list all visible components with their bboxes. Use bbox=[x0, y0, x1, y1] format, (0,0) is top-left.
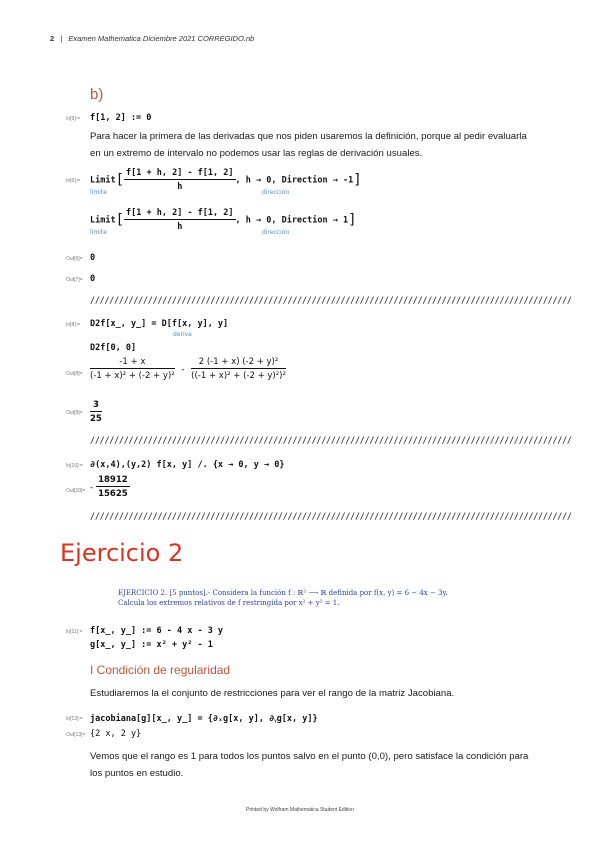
in10-code[interactable]: ∂(x,4),(y,2) f[x, y] /. {x → 0, y → 0} bbox=[90, 460, 285, 470]
in5-label: In[5]:= bbox=[66, 116, 81, 122]
explanation-text-1: Para hacer la primera de las derivadas que nos piden usaremos la definición, porque al pedir evaluarla en un extremo de intervalo no podemos usar las reglas de derivación usuales. bbox=[90, 131, 527, 159]
out10-label: Out[10]= bbox=[66, 488, 86, 494]
out8-minus: - bbox=[181, 364, 185, 375]
out7-value: 0 bbox=[90, 274, 96, 284]
limit-hint-1: límite bbox=[90, 189, 107, 196]
in8-line2[interactable]: D2f[0, 0] bbox=[90, 343, 137, 353]
in13-code[interactable]: jacobiana[g][x_, y_] = {∂ₓg[x, y], ∂ᵧg[x, y]} bbox=[90, 714, 318, 724]
in8-line1[interactable]: D2f[x_, y_] = D[f[x, y], y] bbox=[90, 319, 229, 329]
in11-line2[interactable]: g[x_, y_] := x² + y² - 1 bbox=[90, 640, 213, 650]
header-separator: | bbox=[60, 34, 63, 43]
exercise-statement-image bbox=[118, 588, 448, 608]
direction-option-1: Direction → -1 bbox=[281, 175, 354, 186]
in6-line2[interactable]: Limit[ $\frac{f[1 + h, 2] - f[1, 2]}{h}$ , h → 0, Direction → 1] bbox=[90, 208, 357, 232]
in6-line1[interactable]: Limit[ $\frac{f[1 + h, 2] - f[1, 2]}{h}$ , h → 0, Direction → -1] bbox=[90, 168, 362, 192]
out6-label: Out[6]= bbox=[66, 256, 83, 262]
deriva-hint: deriva bbox=[173, 331, 192, 338]
out8-term-2: $\frac{\text{2 (-1 + x) (-2 + y)²}}{\text{((-1 + x)² + (-2 + y)²)²}}$ bbox=[191, 357, 286, 381]
statement-line-2: Calcula los extremos relativos de f restringida por x² + y² = 1. bbox=[118, 599, 340, 607]
limit-hint-2: límite bbox=[90, 229, 107, 236]
out9-value: $\frac{3}{25}$ bbox=[90, 400, 102, 424]
limit-fraction-1: $\frac{f[1 + h, 2] - f[1, 2]}{h}$ bbox=[126, 168, 234, 192]
ejercicio-2-title: Ejercicio 2 bbox=[60, 539, 184, 567]
regularity-section-title[interactable]: I Condición de regularidad bbox=[90, 663, 231, 677]
statement-line-1: EJERCICIO 2. [5 puntos].- Considera la función f : ℝ² ⟶ ℝ definida por f(x, y) = 6 − 4x − 3y. bbox=[118, 589, 448, 597]
out9-label: Out[9]= bbox=[66, 410, 83, 416]
out6-value: 0 bbox=[90, 253, 96, 263]
out8-term-1: $\frac{-1 + x}{\text{(-1 + x)² + (-2 + y)²}}$ bbox=[90, 357, 175, 381]
in6-label: In[6]:= bbox=[66, 178, 81, 184]
explanation-text-3: Vemos que el rango es 1 para todos los puntos salvo en el punto (0,0), pero satisface la condición para los puntos en estudio. bbox=[90, 751, 529, 779]
direction-hint-2: dirección bbox=[262, 229, 290, 236]
limit-fn-1: Limit bbox=[90, 175, 116, 186]
in11-label: In[11]:= bbox=[66, 629, 83, 635]
in11-line1[interactable]: f[x_, y_] := 6 - 4 x - 3 y bbox=[90, 626, 224, 636]
page-footer: Printed by Wolfram Mathematica Student Edition bbox=[246, 807, 354, 813]
in8-label: In[8]:= bbox=[66, 322, 81, 328]
in10-label: In[10]:= bbox=[66, 463, 83, 469]
out13-label: Out[13]= bbox=[66, 732, 86, 738]
out8-expression bbox=[90, 357, 286, 381]
out13-value: {2 x, 2 y} bbox=[90, 729, 142, 739]
out8-label: Out[8]= bbox=[66, 371, 83, 377]
in13-label: In[13]:= bbox=[66, 716, 83, 722]
page-header bbox=[50, 34, 254, 43]
separator-line-2: //////////////////////////////////////////////////////////////////////////////////////////////////// bbox=[90, 436, 572, 446]
direction-option-2: Direction → 1 bbox=[281, 215, 349, 226]
out7-label: Out[7]= bbox=[66, 277, 83, 283]
notebook-title: Examen Mathematica Diciembre 2021 CORREGIDO.nb bbox=[68, 34, 255, 43]
page-number: 2 bbox=[50, 34, 55, 43]
limit-fraction-2: $\frac{f[1 + h, 2] - f[1, 2]}{h}$ bbox=[126, 208, 234, 232]
subsection-b-title: b) bbox=[90, 86, 104, 103]
separator-line-3: //////////////////////////////////////////////////////////////////////////////////////////////////// bbox=[90, 512, 572, 522]
out10-value: - $\frac{18912}{15625}$ bbox=[90, 475, 128, 499]
separator-line-1: //////////////////////////////////////////////////////////////////////////////////////////////////// bbox=[90, 296, 572, 306]
direction-hint-1: dirección bbox=[262, 189, 290, 196]
in5-code[interactable]: f[1, 2] := 0 bbox=[90, 113, 152, 123]
explanation-text-2: Estudiaremos la el conjunto de restricciones para ver el rango de la matriz Jacobiana. bbox=[90, 688, 455, 699]
limit-fn-2: Limit bbox=[90, 215, 116, 226]
